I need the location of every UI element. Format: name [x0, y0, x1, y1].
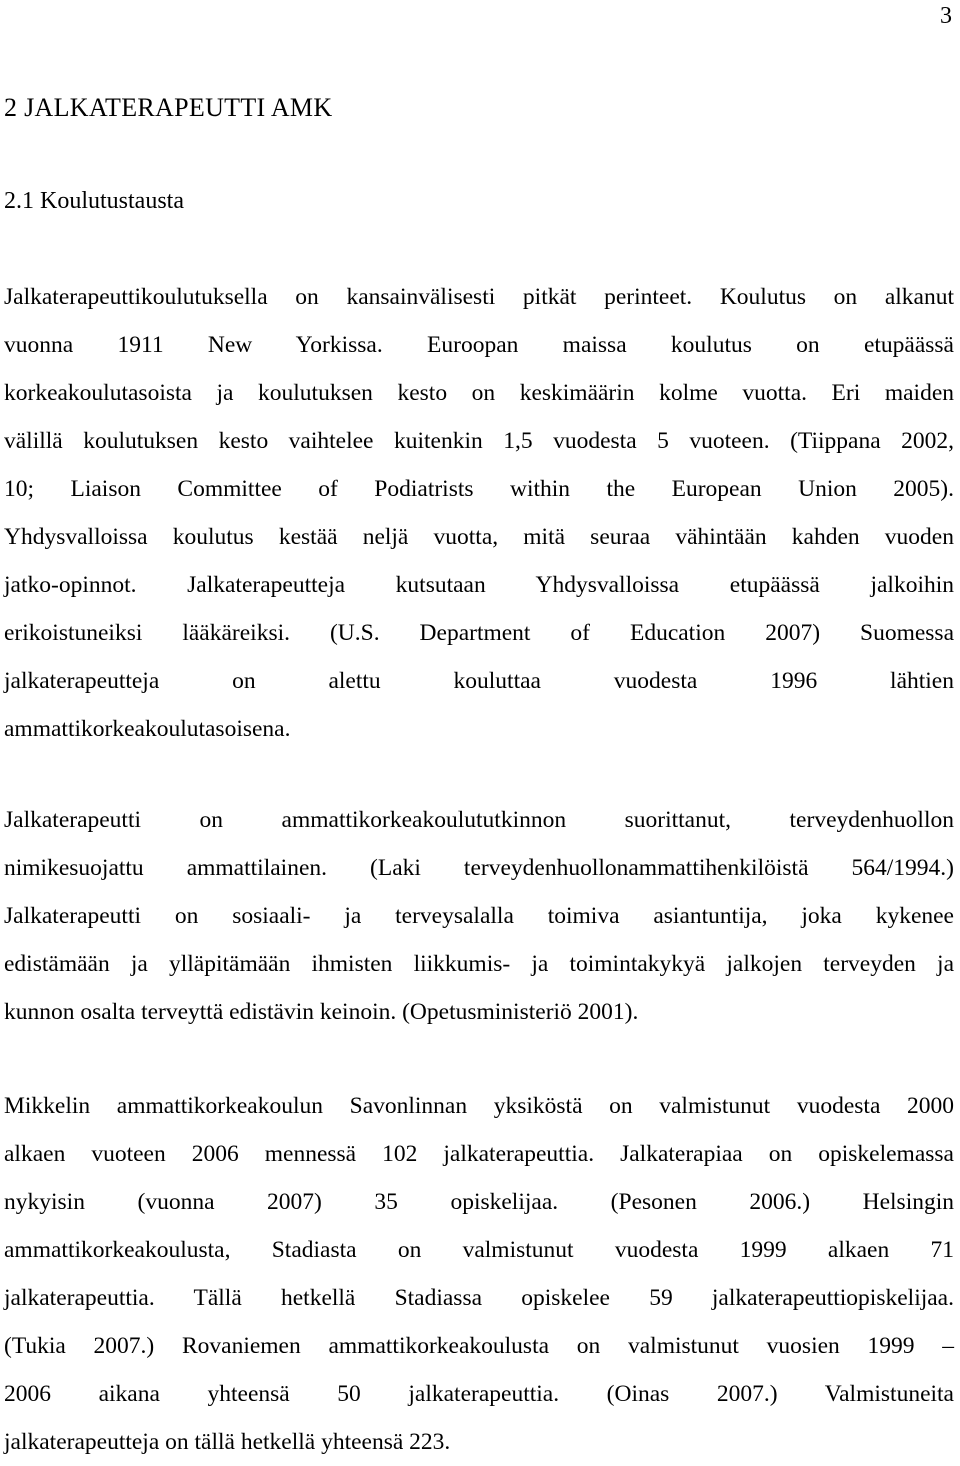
text-line: jalkaterapeuttia. Tällä hetkellä Stadiassa opiskelee 59 jalkaterapeuttiopiskelijaa. — [4, 1285, 954, 1311]
text-line: erikoistuneiksi lääkäreiksi. (U.S. Department of Education 2007) Suomessa — [4, 620, 954, 646]
text-line: ammattikorkeakoulutasoisena. — [4, 716, 291, 742]
paragraph-podiatrist-definition — [4, 796, 954, 1036]
text-line: 10; Liaison Committee of Podiatrists within the European Union 2005). — [4, 476, 954, 502]
text-line: edistämään ja ylläpitämään ihmisten liikkumis- ja toimintakykyä jalkojen terveyden ja — [4, 951, 954, 977]
text-line: jalkaterapeutteja on tällä hetkellä yhteensä 223. — [4, 1429, 451, 1455]
section-heading: 2.1 Koulutustausta — [4, 188, 184, 214]
text-line: (Tukia 2007.) Rovaniemen ammattikorkeakoulusta on valmistunut vuosien 1999 – — [4, 1333, 954, 1359]
text-line: alkaen vuoteen 2006 mennessä 102 jalkaterapeuttia. Jalkaterapiaa on opiskelemassa — [4, 1141, 954, 1167]
text-line: Jalkaterapeutti on ammattikorkeakoulututkinnon suorittanut, terveydenhuollon — [4, 807, 954, 833]
text-line: Jalkaterapeuttikoulutuksella on kansainvälisesti pitkät perinteet. Koulutus on alkanut — [4, 284, 954, 310]
text-line: Mikkelin ammattikorkeakoulun Savonlinnan yksiköstä on valmistunut vuodesta 2000 — [4, 1093, 954, 1119]
page-number: 3 — [940, 3, 952, 29]
chapter-heading: 2 JALKATERAPEUTTI AMK — [4, 93, 333, 122]
text-line: vuonna 1911 New Yorkissa. Euroopan maissa koulutus on etupäässä — [4, 332, 954, 358]
text-line: korkeakoulutasoista ja koulutuksen kesto on keskimäärin kolme vuotta. Eri maiden — [4, 380, 954, 406]
text-line: kunnon osalta terveyttä edistävin keinoin. (Opetusministeriö 2001). — [4, 999, 639, 1025]
paragraph-graduate-statistics — [4, 1082, 954, 1466]
text-line: nimikesuojattu ammattilainen. (Laki terveydenhuollonammattihenkilöistä 564/1994.) — [4, 855, 954, 881]
text-line: ammattikorkeakoulusta, Stadiasta on valmistunut vuodesta 1999 alkaen 71 — [4, 1237, 954, 1263]
paragraph-education-background — [4, 273, 954, 753]
text-line: välillä koulutuksen kesto vaihtelee kuitenkin 1,5 vuodesta 5 vuoteen. (Tiippana 2002, — [4, 428, 954, 454]
text-line: Jalkaterapeutti on sosiaali- ja terveysalalla toimiva asiantuntija, joka kykenee — [4, 903, 954, 929]
text-line: Yhdysvalloissa koulutus kestää neljä vuotta, mitä seuraa vähintään kahden vuoden — [4, 524, 954, 550]
text-line: jatko-opinnot. Jalkaterapeutteja kutsutaan Yhdysvalloissa etupäässä jalkoihin — [4, 572, 954, 598]
text-line: nykyisin (vuonna 2007) 35 opiskelijaa. (Pesonen 2006.) Helsingin — [4, 1189, 954, 1215]
text-line: 2006 aikana yhteensä 50 jalkaterapeuttia. (Oinas 2007.) Valmistuneita — [4, 1381, 954, 1407]
text-line: jalkaterapeutteja on alettu kouluttaa vuodesta 1996 lähtien — [4, 668, 954, 694]
